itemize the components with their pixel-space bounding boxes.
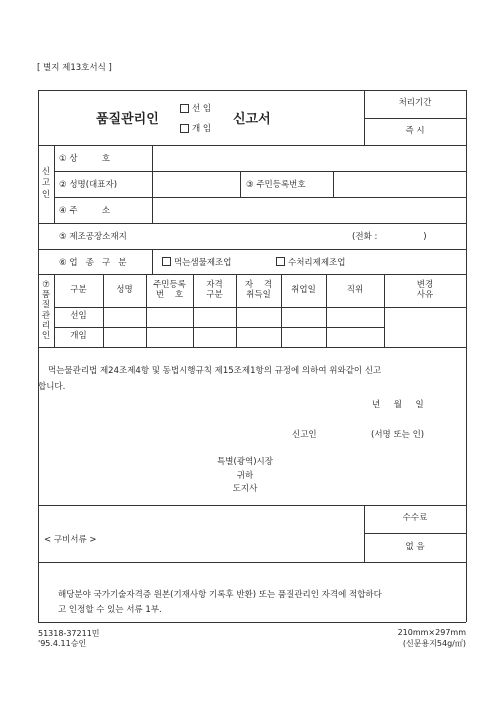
document-description: 해당분야 국가기술자격증 원본(기재사항 기록후 반환) 또는 품질관리인 자격에 적합하다: [58, 590, 382, 600]
factory-phone: (전화 : ): [352, 232, 427, 242]
col-header-qualification: 자격 구분: [206, 279, 223, 300]
representative-field[interactable]: [153, 172, 239, 196]
statement-text: 먹는물관리법 제24조제4항 및 동법시행규칙 제15조제1항의 규정에 의하여 위와같이 신고: [48, 366, 382, 376]
option-appoint: 선 임: [180, 102, 211, 114]
paper-size: 210mm×297mm: [397, 628, 466, 637]
approval-date: '95.4.11승인: [38, 639, 87, 648]
factory-location-label: ⑤ 제조공장소재지: [59, 232, 127, 242]
col-header-employment-date: 취업일: [291, 284, 316, 295]
business-name-field[interactable]: [153, 146, 465, 170]
recipient-governor: 도지사: [232, 484, 258, 494]
treatment-checkbox[interactable]: [276, 257, 285, 266]
document-description-cont: 고 인정할 수 있는 서류 1부.: [58, 605, 162, 615]
frame-bottom: [38, 622, 466, 623]
appoint-checkbox[interactable]: [180, 104, 189, 113]
col-header-type: 구분: [70, 284, 87, 295]
row-label-dismissed: 개임: [70, 331, 87, 342]
row-label-appointed: 선임: [70, 311, 87, 322]
resident-number-label: ③ 주민등록번호: [246, 180, 306, 190]
form-number: [ 별지 제13호서식 ]: [37, 63, 112, 73]
col-header-name: 성명: [116, 284, 133, 295]
business-type-label: ⑥ 업 종 구 분: [59, 257, 127, 268]
col-header-acquired-date: 자 격 취득일: [244, 279, 273, 300]
applicant-signature-label: 신고인: [292, 430, 317, 440]
processing-period-label: 처리기간: [398, 98, 432, 109]
col-header-change-reason: 변경 사유: [416, 279, 434, 300]
water-checkbox[interactable]: [162, 257, 171, 266]
recipient-honorific: 귀하: [236, 471, 254, 481]
form-title-suffix: 신고서: [233, 112, 271, 127]
business-name-label: ① 상 호: [59, 154, 111, 164]
statement-date: 년 월 일: [372, 400, 424, 410]
dismiss-checkbox[interactable]: [180, 124, 189, 133]
quality-manager-side-label: ⑦ 품 질 관 리 인: [41, 279, 51, 341]
address-field[interactable]: [153, 198, 465, 222]
business-type-option-treatment: 수처리제제조업: [276, 249, 345, 274]
processing-period-value: 즉 시: [405, 125, 425, 136]
paper-type: (신문용지54g/㎡): [402, 639, 466, 648]
resident-number-field[interactable]: [334, 172, 465, 196]
form-code: 51318-37211민: [38, 629, 100, 638]
applicant-side-label: 신 고 인: [41, 167, 51, 200]
factory-location-field[interactable]: [153, 224, 343, 248]
recipient-city: 특별(광역)시장: [217, 457, 273, 467]
fee-value: 없 음: [405, 541, 425, 552]
address-label: ④ 주 소: [59, 206, 111, 216]
statement-text-cont: 합니다.: [38, 382, 66, 392]
business-type-option-water: 먹는샘물제조업: [162, 249, 231, 274]
frame-right: [466, 90, 467, 622]
fee-label: 수수료: [402, 513, 428, 524]
col-header-position: 직위: [346, 284, 364, 295]
col-header-resident-number: 주민등록 번 호: [153, 279, 186, 300]
representative-label: ② 성명(대표자): [59, 180, 118, 190]
required-documents-label: < 구비서류 >: [44, 535, 97, 545]
form-title: 품질관리인: [96, 112, 159, 127]
signature-note: (서명 또는 인): [371, 430, 425, 440]
option-dismiss: 개 임: [180, 122, 211, 134]
